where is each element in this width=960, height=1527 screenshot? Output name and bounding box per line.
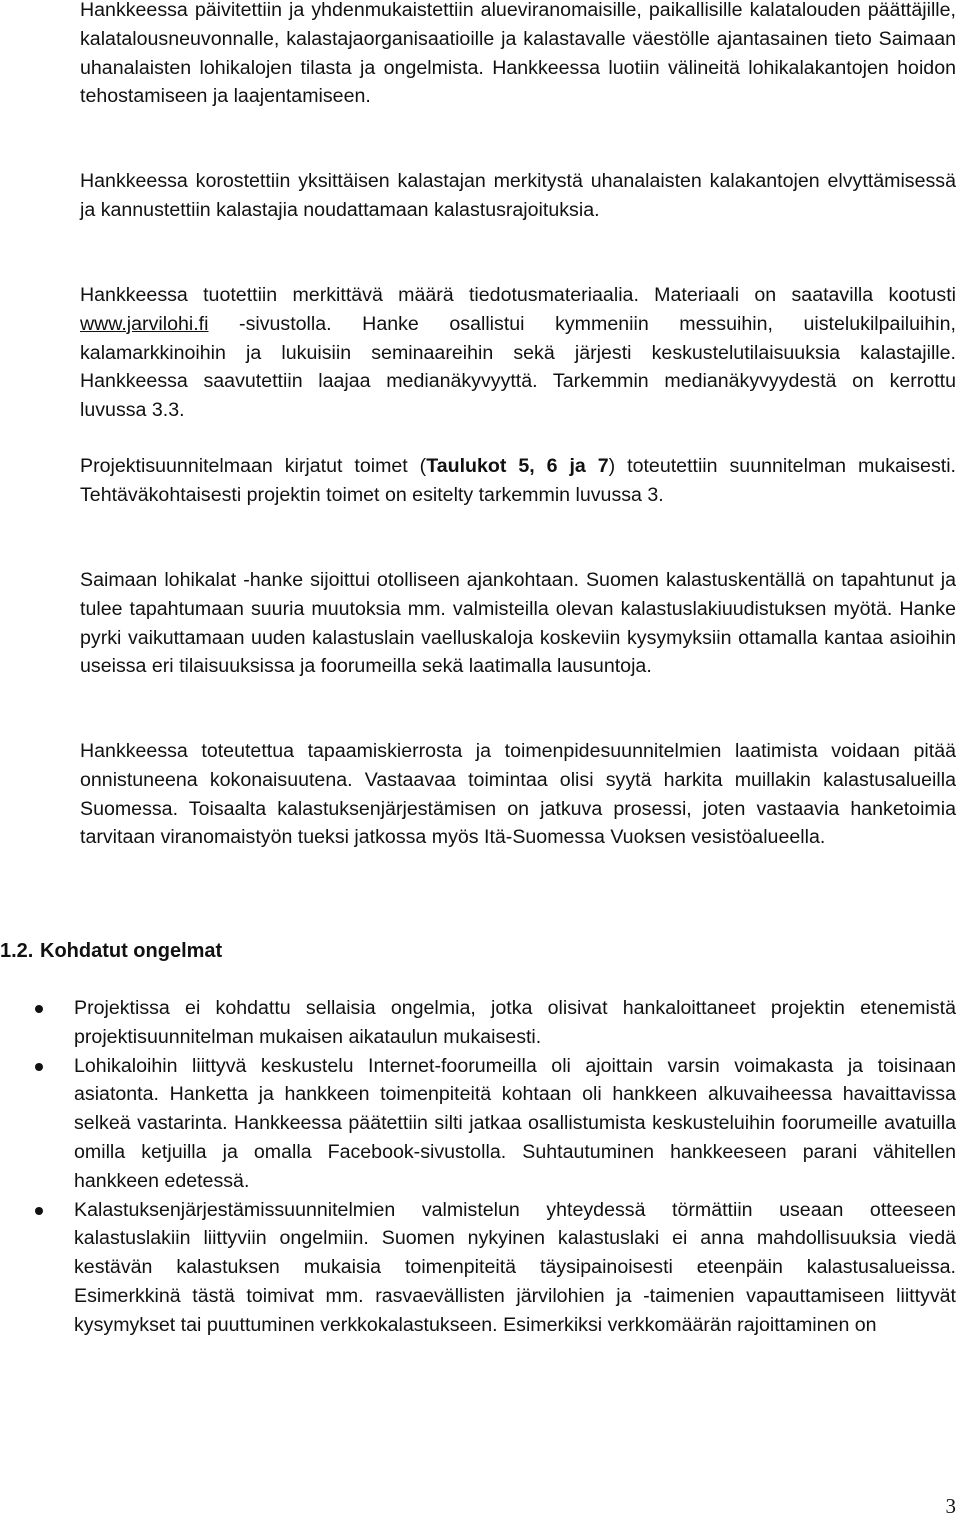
paragraph-project-info: Hankkeessa päivitettiin ja yhdenmukaistettiin alueviranomaisille, paikallisille kalatalouden päättäjille, kalatalousneuvonnalle, kalastajaorganisaatioille ja kalastavalle väestölle ajantasainen tieto Saimaan uhanalaisten lohikalojen tilasta ja ongelmista. Hankkeessa luotiin välineitä lohikalakantojen hoidon tehostamiseen ja laajentamiseen. <box>80 0 956 108</box>
problems-list <box>0 994 960 1340</box>
paragraph-materials-text-1: Hankkeessa tuotettiin merkittävä määrä tiedotusmateriaalia. Materiaali on saatavilla kootusti <box>80 284 956 306</box>
paragraph-plan-actions <box>80 452 956 510</box>
paragraph-timing: Saimaan lohikalat -hanke sijoittui otolliseen ajankohtaan. Suomen kalastuskentällä on tapahtunut ja tulee tapahtumaan suuria muutoksia mm. valmisteilla olevan kalastuslakiuudistuksen myötä. Hanke pyrki vaikuttamaan uuden kalastuslain vaelluskaloja koskeviin kysymyksiin ottamalla kantaa asioihin useissa eri tilaisuuksissa ja foorumeilla sekä laatimalla lausuntoja. <box>80 569 956 678</box>
list-item-text: Projektissa ei kohdattu sellaisia ongelmia, jotka olisivat hankaloittaneet projektin etenemistä projektisuunnitelman mukaisen aikataulun mukaisesti. <box>74 997 956 1048</box>
bullet-icon <box>35 1063 43 1071</box>
section-number: 1.2. <box>0 940 34 962</box>
list-item <box>0 1052 960 1196</box>
website-link[interactable]: www.jarvilohi.fi <box>80 312 209 335</box>
page-number: 3 <box>945 1494 956 1518</box>
list-item-text: Lohikaloihin liittyvä keskustelu Internet-foorumeilla oli ajoittain varsin voimakasta ja toisinaan asiatonta. Hanketta ja hankkeen toimenpiteitä kohtaan oli hankkeen alkuvaiheessa havaittavissa selkeä vastarinta. Hankkeessa päätettiin silti jatkaa osallistumista keskusteluihin foorumeille avatuilla omilla ketjuilla ja omalla Facebook-sivustolla. Suhtautuminen hankkeeseen parani vähitellen hankkeen edetessä. <box>74 1054 956 1192</box>
list-item <box>0 994 960 1052</box>
section-title: Kohdatut ongelmat <box>40 940 223 962</box>
paragraph-plan-text-1: Projektisuunnitelmaan kirjatut toimet ( <box>80 455 427 477</box>
tables-reference: Taulukot 5, 6 ja 7 <box>426 455 609 477</box>
paragraph-meeting-round: Hankkeessa toteutettua tapaamiskierrosta ja toimenpidesuunnitelmien laatimista voidaan pitää onnistuneena kokonaisuutena. Vastaavaa toimintaa olisi syytä harkita muillakin kalastusalueilla Suomessa. Toisaalta kalastuksenjärjestämisen on jatkuva prosessi, joten vastaavia hanketoimia tarvitaan viranomaistyön tueksi jatkossa myös Itä-Suomessa Vuoksen vesistöalueella. <box>80 740 956 849</box>
bullet-icon <box>35 1207 43 1215</box>
paragraph-plan-text-2: ) toteutettiin suunnitelman mukaisesti. Tehtäväkohtaisesti projektin toimet on esitelty tarkemmin luvussa 3. <box>80 455 956 506</box>
paragraph-fisherman-role: Hankkeessa korostettiin yksittäisen kalastajan merkitystä uhanalaisten kalakantojen elvyttämisessä ja kannustettiin kalastajia noudattamaan kalastusrajoituksia. <box>80 170 956 221</box>
list-item-text: Kalastuksenjärjestämissuunnitelmien valmistelun yhteydessä törmättiin useaan otteeseen kalastuslakiin liittyviin ongelmiin. Suomen nykyinen kalastuslaki ei anna mahdollisuuksia viedä kestävän kalastuksen mukaisia toimenpiteitä täysipainoisesti eteenpäin kalastusalueissa. Esimerkkinä tästä toimivat mm. rasvaevällisten järvilohien ja -taimenien vapauttamiseen liittyvät kysymykset tai puuttuminen verkkokalastukseen. Esimerkiksi verkkomäärän rajoittaminen on <box>74 1198 956 1336</box>
paragraph-materials-text-2: -sivustolla. Hanke osallistui kymmeniin messuihin, uistelukilpailuihin, kalamarkkinoihin ja lukuisiin seminaareihin sekä järjesti keskustelutilaisuuksia kalastajille. Hankkeessa saavutettiin laajaa medianäkyvyyttä. Tarkemmin medianäkyvyydestä on kerrottu luvussa 3.3. <box>80 312 956 422</box>
paragraph-materials <box>80 281 956 425</box>
bullet-icon <box>35 1005 43 1013</box>
section-heading <box>0 937 222 966</box>
list-item <box>0 1196 960 1340</box>
